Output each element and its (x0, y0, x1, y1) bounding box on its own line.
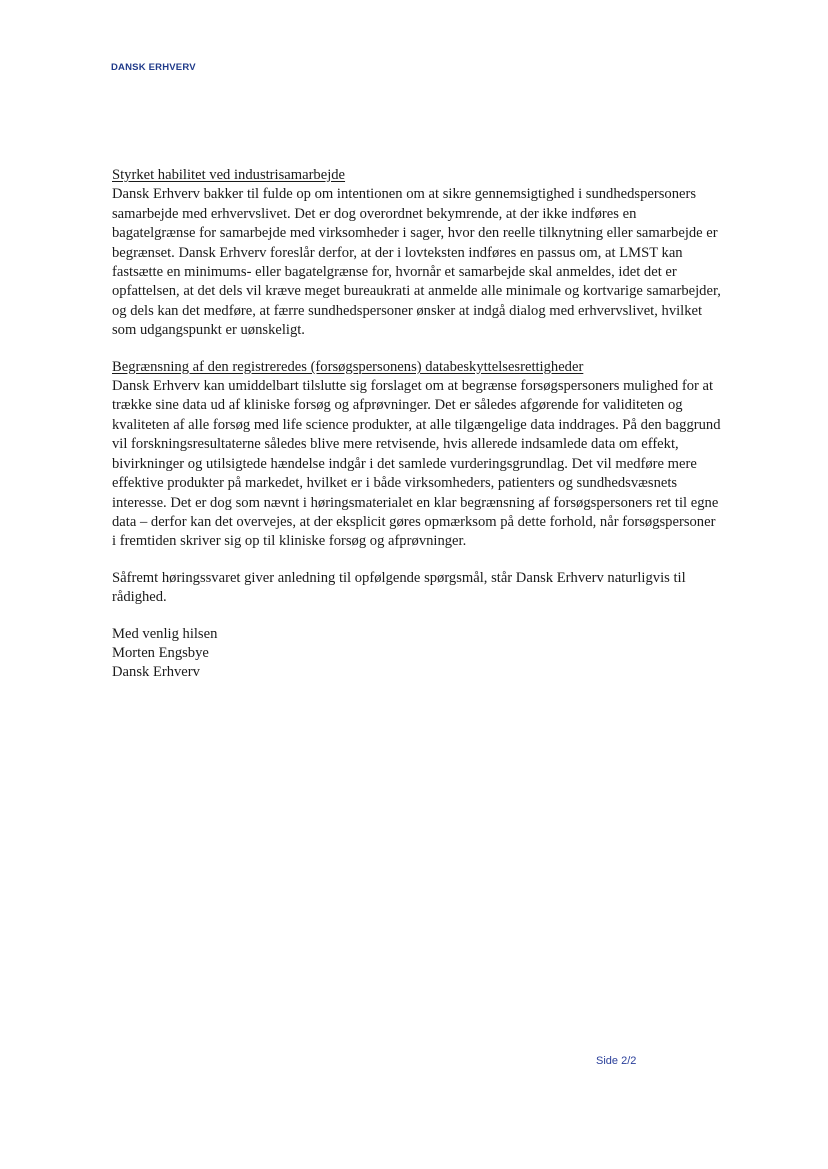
letter-content (112, 166, 722, 700)
section-body: Dansk Erhverv bakker til fulde op om intentionen om at sikre gennemsigtighed i sundhedspersoners samarbejde med erhvervslivet. Det er dog overordnet bekymrende, at der ikke indføres en bagatelgrænse for samarbejde med virksomheder i sager, hvor den reelle tilknytning eller samarbejde er begrænset. Dansk Erhverv foreslår derfor, at der i lovteksten indføres en passus om, at LMST kan fastsætte en minimums- eller bagatelgrænse for, hvornår et samarbejde skal anmeldes, idet det er opfattelsen, at det dels vil kræve meget bureaukrati at anmelde alle minimale og kortvarige samarbejder, og dels kan det medføre, at færre sundhedspersoner ønsker at indgå dialog med erhvervslivet, hvilket som udgangspunkt er uønskeligt. (112, 186, 721, 339)
section-databeskyttelse (112, 358, 722, 552)
closing-paragraph (112, 569, 722, 608)
signature-greeting: Med venlig hilsen (112, 625, 218, 642)
section-title: Begrænsning af den registreredes (forsøgspersonens) databeskyttelsesrettigheder (112, 358, 584, 375)
signature-block (112, 625, 722, 683)
page-number: Side 2/2 (596, 1055, 637, 1067)
section-habilitet (112, 166, 722, 341)
signature-name: Morten Engsbye (112, 644, 209, 661)
closing-text: Såfremt høringssvaret giver anledning til opfølgende spørgsmål, står Dansk Erhverv naturligvis til rådighed. (112, 569, 686, 606)
brand-header: DANSK ERHVERV (111, 62, 196, 73)
signature-organization: Dansk Erhverv (112, 664, 200, 681)
section-body: Dansk Erhverv kan umiddelbart tilslutte sig forslaget om at begrænse forsøgspersoners mulighed for at trække sine data ud af kliniske forsøg og afprøvninger. Det er således afgørende for validiteten og kvaliteten af alle forsøg med life science produkter, at alle tilgængelige data inddrages. På den baggrund vil forskningsresultaterne således blive mere retvisende, hvis allerede indsamlede data om effekt, bivirkninger og utilsigtede hændelse indgår i det samlede vurderingsgrundlag. Det vil medføre mere effektive produkter på markedet, hvilket er i både virksomheders, patienters og sundhedsvæsnets interesse. Det er dog som nævnt i høringsmaterialet en klar begrænsning af forsøgspersoners ret til egne data – derfor kan det overvejes, at der eksplicit gøres opmærksom på dette forhold, når forsøgspersoner i fremtiden skriver sig op til kliniske forsøg og afprøvninger. (112, 378, 721, 550)
section-title: Styrket habilitet ved industrisamarbejde (112, 167, 346, 183)
